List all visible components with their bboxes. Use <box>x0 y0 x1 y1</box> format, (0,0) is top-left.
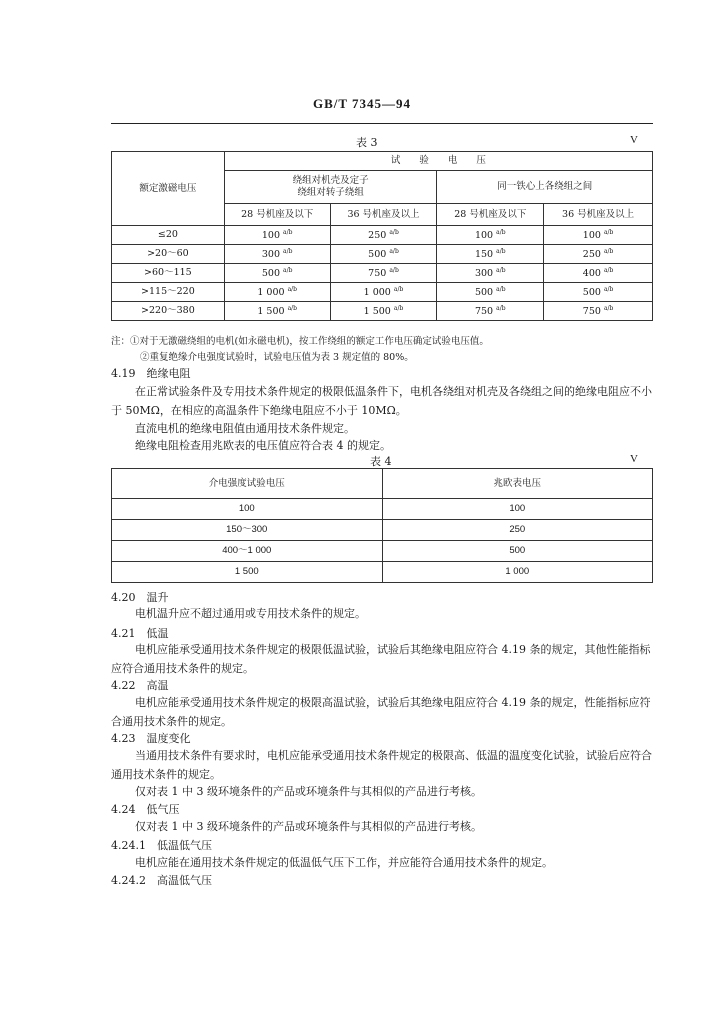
section-4-24-title: 4.24 低气压 <box>111 803 180 816</box>
section-4-21-text: 电机应能承受通用技术条件规定的极限低温试验，试验后其绝缘电阻应符合 4.19 条的规定，其他性能指标应符合通用技术条件的规定。 <box>111 643 651 675</box>
voltage-range: >115～220 <box>112 283 225 302</box>
table4-cell: 150～300 <box>112 520 383 541</box>
table4-unit: V <box>630 453 638 465</box>
sub-header: 28 号机座及以下 <box>224 204 330 226</box>
section-4-19-para-3: 绝缘电阻检查用兆欧表的电压值应符合表 4 的规定。 <box>135 439 391 452</box>
table4-cell: 500 <box>382 541 653 562</box>
test-value: 500 $^{a/b}$ <box>544 283 653 302</box>
table4-cell: 1 500 <box>112 562 383 583</box>
test-value: 1 000 $^{a/b}$ <box>224 283 330 302</box>
section-4-23-title: 4.23 温度变化 <box>111 732 191 745</box>
table4-caption: 表 4 <box>370 455 392 468</box>
test-value: 750 $^{a/b}$ <box>437 302 544 321</box>
section-4-22-text: 电机应能承受通用技术条件规定的极限高温试验，试验后其绝缘电阻应符合 4.19 条的规定，性能指标应符合通用技术条件的规定。 <box>111 696 651 728</box>
sub-header: 28 号机座及以下 <box>437 204 544 226</box>
voltage-range: >60～115 <box>112 264 225 283</box>
section-4-19-title: 4.19 绝缘电阻 <box>111 367 191 380</box>
table4-cell: 1 000 <box>382 562 653 583</box>
test-voltage-header: 试 验 电 压 <box>224 152 652 171</box>
header-rule <box>111 123 653 124</box>
section-4-20-text: 电机温升应不超过通用或专用技术条件的规定。 <box>135 607 366 620</box>
sub-header: 36 号机座及以上 <box>544 204 653 226</box>
standard-number-header: GB/T 7345—94 <box>312 96 412 111</box>
test-value: 300 $^{a/b}$ <box>224 245 330 264</box>
test-value: 100 $^{a/b}$ <box>224 226 330 245</box>
test-value: 400 $^{a/b}$ <box>544 264 653 283</box>
table4-cell: 100 <box>382 499 653 520</box>
test-value: 250 $^{a/b}$ <box>544 245 653 264</box>
test-value: 1 500 $^{a/b}$ <box>224 302 330 321</box>
megohmmeter-voltage-header: 兆欧表电压 <box>382 469 653 499</box>
section-4-24-1-title: 4.24.1 低温低气压 <box>111 839 212 852</box>
test-value: 250 $^{a/b}$ <box>330 226 437 245</box>
table4-cell: 250 <box>382 520 653 541</box>
voltage-range: >20～60 <box>112 245 225 264</box>
section-4-19-para-1: 在正常试验条件及专用技术条件规定的极限低温条件下，电机各绕组对机壳及各绕组之间的绝缘电阻应不小于 50MΩ，在相应的高温条件下绝缘电阻应不小于 10MΩ。 <box>111 385 652 417</box>
sub-header: 36 号机座及以上 <box>330 204 437 226</box>
test-value: 150 $^{a/b}$ <box>437 245 544 264</box>
voltage-range: >220～380 <box>112 302 225 321</box>
test-value: 100 $^{a/b}$ <box>544 226 653 245</box>
section-4-20-title: 4.20 温升 <box>111 591 169 604</box>
test-value: 500 $^{a/b}$ <box>224 264 330 283</box>
rated-excitation-voltage-header: 额定激磁电压 <box>112 152 225 226</box>
section-4-22-title: 4.22 高温 <box>111 679 169 692</box>
test-value: 750 $^{a/b}$ <box>544 302 653 321</box>
same-core-windings-header: 同一铁心上各绕组之间 <box>437 171 653 204</box>
table4-cell: 400～1 000 <box>112 541 383 562</box>
section-4-21-title: 4.21 低温 <box>111 627 169 640</box>
table4-cell: 100 <box>112 499 383 520</box>
section-4-24-2-title: 4.24.2 高温低气压 <box>111 874 212 887</box>
table3-caption: 表 3 <box>356 136 378 149</box>
test-value: 750 $^{a/b}$ <box>330 264 437 283</box>
test-value: 500 $^{a/b}$ <box>330 245 437 264</box>
section-4-24-text: 仅对表 1 中 3 级环境条件的产品或环境条件与其相似的产品进行考核。 <box>135 820 482 833</box>
table-4 <box>111 468 653 583</box>
winding-to-frame-header: 绕组对机壳及定子 绕组对转子绕组 <box>224 171 437 204</box>
table3-note-2: ②重复绝缘介电强度试验时，试验电压值为表 3 规定值的 80%。 <box>140 352 414 363</box>
voltage-range: ≤20 <box>112 226 225 245</box>
test-value: 1 500 $^{a/b}$ <box>330 302 437 321</box>
test-value: 1 000 $^{a/b}$ <box>330 283 437 302</box>
dielectric-strength-header: 介电强度试验电压 <box>112 469 383 499</box>
section-4-24-1-text: 电机应能在通用技术条件规定的低温低气压下工作，并应能符合通用技术条件的规定。 <box>135 856 553 869</box>
section-4-19-para-2: 直流电机的绝缘电阻值由通用技术条件规定。 <box>135 422 355 435</box>
section-4-23-text-2: 仅对表 1 中 3 级环境条件的产品或环境条件与其相似的产品进行考核。 <box>135 785 482 798</box>
section-4-23-text: 当通用技术条件有要求时，电机应能承受通用技术条件规定的极限高、低温的温度变化试验，试验后应符合通用技术条件的规定。 <box>111 749 652 781</box>
test-value: 300 $^{a/b}$ <box>437 264 544 283</box>
test-value: 100 $^{a/b}$ <box>437 226 544 245</box>
table3-note-1: 注：①对于无激磁绕组的电机(如永磁电机)，按工作绕组的额定工作电压确定试验电压值。 <box>111 336 489 347</box>
table-3 <box>111 151 653 321</box>
test-value: 500 $^{a/b}$ <box>437 283 544 302</box>
table3-unit: V <box>630 134 638 146</box>
